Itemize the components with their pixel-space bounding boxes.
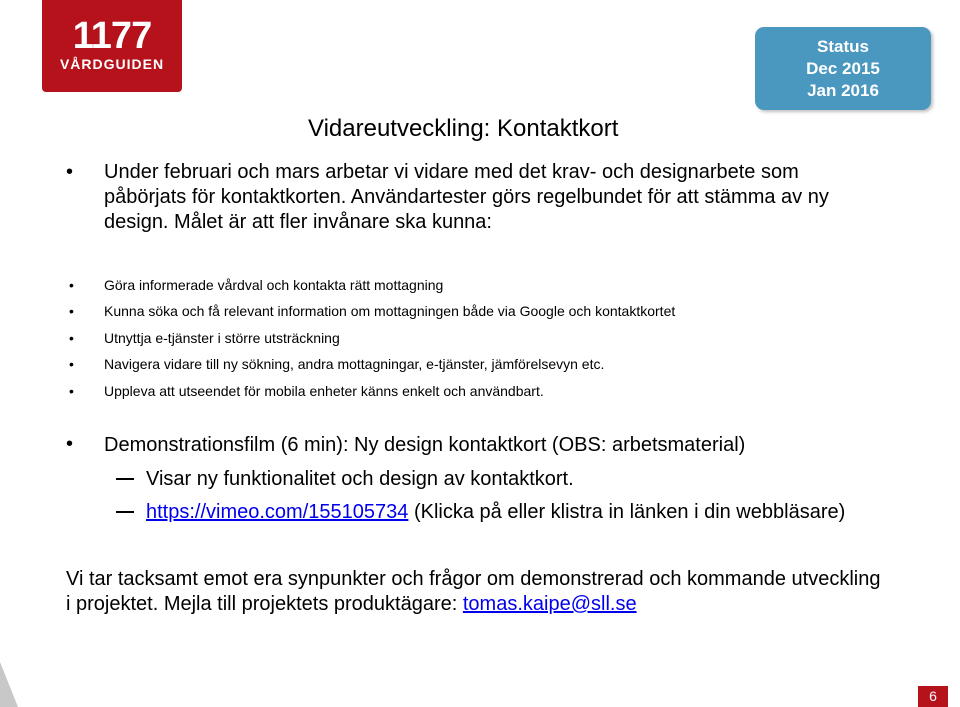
demo-link-line bbox=[146, 499, 845, 525]
vimeo-link[interactable]: https://vimeo.com/155105734 bbox=[146, 501, 409, 523]
closing-text: Vi tar tacksamt emot era synpunkter och frågor om demonstrerad och kommande utveckling i projektet. Mejla till projektets produktägare: bbox=[66, 568, 881, 615]
link-note: (Klicka på eller klistra in länken i din webbläsare) bbox=[408, 501, 846, 523]
list-item: • Uppleva att utseendet för mobila enheter känns enkelt och användbart. bbox=[69, 382, 544, 399]
status-date-1: Dec 2015 bbox=[806, 58, 880, 78]
corner-decoration bbox=[0, 662, 18, 707]
status-label: Status bbox=[817, 36, 869, 56]
intro-paragraph: Under februari och mars arbetar vi vidare med det krav- och designarbete som påbörjats för kontaktkorten. Användartester görs regelbundet för att stämma av ny design. Målet är att fler invånare ska kunna: bbox=[104, 161, 829, 233]
demo-film-text: Demonstrationsfilm (6 min): Ny design kontaktkort (OBS: arbetsmaterial) bbox=[104, 434, 746, 456]
bullet-dot: • bbox=[66, 161, 74, 183]
brand-logo bbox=[42, 0, 182, 92]
goals-list bbox=[69, 276, 676, 408]
list-item: • Navigera vidare till ny sökning, andra mottagningar, e-tjänster, jämförelsevyn etc. bbox=[69, 356, 605, 373]
list-item: • Kunna söka och få relevant information om mottagningen både via Google och kontaktkortet bbox=[69, 303, 676, 320]
slide-title: Vidareutveckling: Kontaktkort bbox=[308, 115, 619, 142]
status-date-2: Jan 2016 bbox=[807, 80, 879, 100]
closing-paragraph bbox=[66, 567, 886, 617]
logo-number: 1177 bbox=[72, 15, 152, 57]
email-link[interactable]: tomas.kaipe@sll.se bbox=[462, 593, 637, 615]
list-item: • Utnyttja e-tjänster i större utsträckning bbox=[69, 329, 340, 346]
page-number: 6 bbox=[918, 686, 948, 707]
status-badge bbox=[755, 27, 931, 110]
dash-marker bbox=[116, 478, 134, 480]
bullet-dot: • bbox=[66, 433, 74, 455]
logo-name: VÅRDGUIDEN bbox=[59, 56, 165, 72]
dash-marker bbox=[116, 511, 134, 513]
demo-description: Visar ny funktionalitet och design av kontaktkort. bbox=[146, 468, 574, 490]
list-item: • Göra informerade vårdval och kontakta rätt mottagning bbox=[69, 277, 444, 293]
